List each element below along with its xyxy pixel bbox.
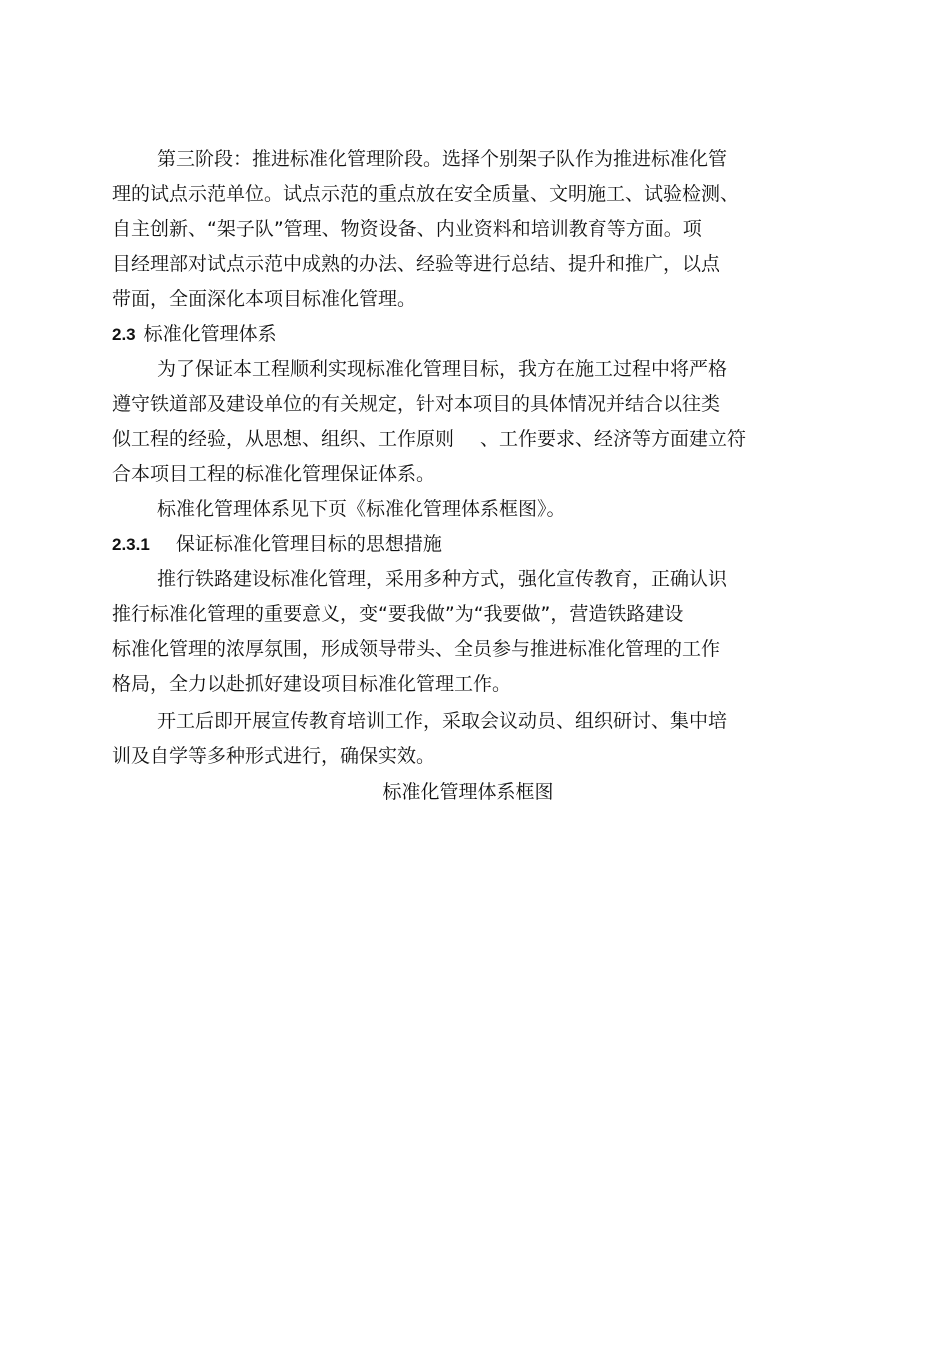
para2-line-3-part-2: 、工作要求、经济等方面建立符 [480, 428, 747, 450]
section-number: 2.3 [112, 325, 136, 344]
para2-line-1: 为了保证本工程顺利实现标准化管理目标，我方在施工过程中将严格 [157, 358, 728, 380]
para5-line-1: 开工后即开展宣传教育培训工作，采取会议动员、组织研讨、集中培 [157, 710, 728, 732]
para2-line-3 [112, 428, 746, 450]
para4-line-1: 推行铁路建设标准化管理，采用多种方式，强化宣传教育，正确认识 [157, 568, 728, 590]
para4-line-4: 格局，全力以赴抓好建设项目标准化管理工作。 [112, 673, 512, 695]
para2-line-2: 遵守铁道部及建设单位的有关规定，针对本项目的具体情况并结合以往类 [112, 393, 721, 415]
para1-line-1: 第三阶段：推进标准化管理阶段。选择个别架子队作为推进标准化管 [157, 148, 728, 170]
section-heading-2-3 [112, 323, 277, 346]
para4-line-3: 标准化管理的浓厚氛围，形成领导带头、全员参与推进标准化管理的工作 [112, 638, 721, 660]
para2-line-4: 合本项目工程的标准化管理保证体系。 [112, 463, 436, 485]
para3-line: 标准化管理体系见下页《标准化管理体系框图》。 [157, 498, 566, 520]
subsection-title: 保证标准化管理目标的思想措施 [175, 533, 442, 555]
para1-line-5: 带面，全面深化本项目标准化管理。 [112, 288, 417, 310]
para1-line-2: 理的试点示范单位。试点示范的重点放在安全质量、文明施工、试验检测、 [112, 183, 740, 205]
para5-line-2: 训及自学等多种形式进行，确保实效。 [112, 745, 436, 767]
section-heading-2-3-1 [112, 533, 442, 556]
para4-line-2: 推行标准化管理的重要意义，变“要我做”为“我要做”，营造铁路建设 [112, 603, 684, 625]
section-title: 标准化管理体系 [143, 323, 277, 345]
figure-caption: 标准化管理体系框图 [382, 781, 554, 803]
para1-line-3: 自主创新、“架子队”管理、物资设备、内业资料和培训教育等方面。项 [112, 218, 702, 240]
subsection-number: 2.3.1 [112, 535, 150, 554]
para2-line-3-part-1: 似工程的经验，从思想、组织、工作原则 [112, 428, 455, 450]
para1-line-4: 目经理部对试点示范中成熟的办法、经验等进行总结、提升和推广，以点 [112, 253, 721, 275]
